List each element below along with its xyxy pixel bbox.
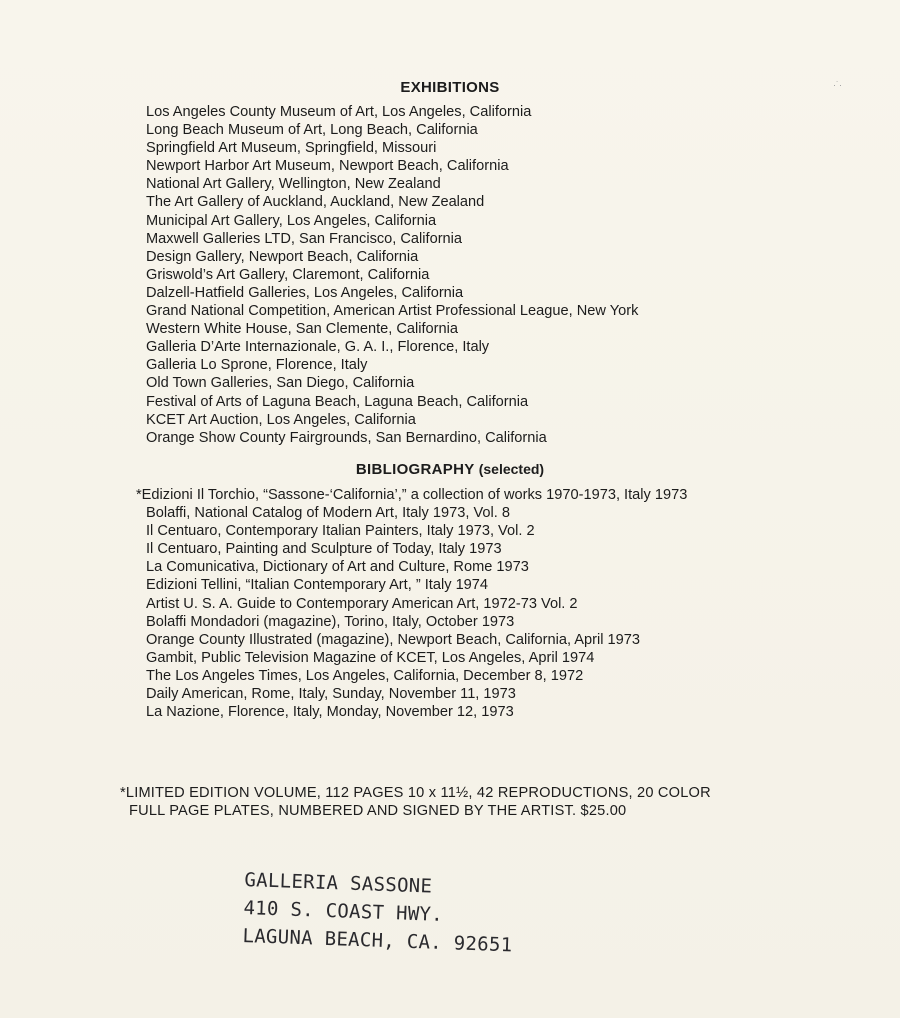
exhibition-item: Municipal Art Gallery, Los Angeles, California: [146, 212, 437, 229]
bibliography-item: La Comunicativa, Dictionary of Art and Culture, Rome 1973: [146, 559, 529, 576]
stamp-gallery-name: GALLERIA SASSONE: [244, 868, 433, 898]
gallery-address-stamp: [242, 866, 515, 959]
bibliography-item: Gambit, Public Television Magazine of KCET, Los Angeles, April 1974: [146, 649, 595, 666]
bibliography-item: The Los Angeles Times, Los Angeles, California, December 8, 1972: [146, 667, 584, 684]
exhibition-item: National Art Gallery, Wellington, New Zealand: [146, 176, 441, 193]
bibliography-heading: BIBLIOGRAPHY (selected): [355, 461, 545, 478]
exhibitions-list: [146, 103, 638, 447]
exhibition-item: Maxwell Galleries LTD, San Francisco, California: [146, 230, 463, 247]
bibliography-item: Orange County Illustrated (magazine), Newport Beach, California, April 1973: [146, 631, 641, 648]
exhibitions-heading: EXHIBITIONS: [400, 79, 500, 96]
exhibition-item: Festival of Arts of Laguna Beach, Laguna Beach, California: [146, 393, 529, 410]
note-line-1: *LIMITED EDITION VOLUME, 112 PAGES 10 x 11½, 42 REPRODUCTIONS, 20 COLOR: [120, 785, 711, 801]
exhibition-item: Long Beach Museum of Art, Long Beach, California: [146, 122, 478, 139]
exhibition-item: KCET Art Auction, Los Angeles, California: [146, 411, 416, 428]
bibliography-item: Bolaffi Mondadori (magazine), Torino, Italy, October 1973: [146, 613, 515, 630]
bibliography-subtitle: (selected): [478, 461, 545, 477]
stamp-city: LAGUNA BEACH, CA. 92651: [242, 924, 513, 957]
exhibition-item: Griswold’s Art Gallery, Claremont, California: [146, 266, 430, 283]
bibliography-item: Il Centuaro, Contemporary Italian Painters, Italy 1973, Vol. 2: [146, 523, 535, 540]
bibliography-item: Edizioni Tellini, “Italian Contemporary Art, ” Italy 1974: [146, 577, 489, 594]
bibliography-item: La Nazione, Florence, Italy, Monday, November 12, 1973: [146, 704, 514, 721]
bibliography-item: Bolaffi, National Catalog of Modern Art, Italy 1973, Vol. 8: [146, 505, 510, 522]
limited-edition-note: [120, 784, 820, 820]
bibliography-item: Daily American, Rome, Italy, Sunday, November 11, 1973: [146, 686, 516, 703]
exhibition-item: Los Angeles County Museum of Art, Los Angeles, California: [146, 104, 532, 120]
exhibition-item: Newport Harbor Art Museum, Newport Beach, California: [146, 158, 509, 175]
exhibition-item: Galleria D’Arte Internazionale, G. A. I., Florence, Italy: [146, 339, 490, 356]
bibliography-list: [136, 486, 687, 721]
exhibition-item: Orange Show County Fairgrounds, San Bernardino, California: [146, 429, 547, 446]
exhibition-item: Design Gallery, Newport Beach, California: [146, 248, 419, 265]
stamp-street: 410 S. COAST HWY.: [243, 896, 444, 926]
note-line-2: FULL PAGE PLATES, NUMBERED AND SIGNED BY THE ARTIST. $25.00: [129, 803, 627, 819]
bibliography-item: Il Centuaro, Painting and Sculpture of Today, Italy 1973: [146, 541, 502, 558]
exhibition-item: The Art Gallery of Auckland, Auckland, New Zealand: [146, 194, 485, 211]
exhibition-item: Springfield Art Museum, Springfield, Missouri: [146, 140, 437, 157]
exhibition-item: Old Town Galleries, San Diego, California: [146, 375, 415, 392]
bibliography-item: *Edizioni Il Torchio, “Sassone-‘California’,” a collection of works 1970-1973, Italy 1973: [136, 487, 688, 503]
exhibition-item: Galleria Lo Sprone, Florence, Italy: [146, 357, 368, 374]
exhibition-item: Western White House, San Clemente, California: [146, 321, 459, 338]
bibliography-item: Artist U. S. A. Guide to Contemporary American Art, 1972-73 Vol. 2: [146, 595, 578, 612]
exhibition-item: Dalzell-Hatfield Galleries, Los Angeles, California: [146, 284, 464, 301]
corner-mark: ·˙·: [833, 80, 842, 90]
exhibition-item: Grand National Competition, American Artist Professional League, New York: [146, 303, 639, 320]
